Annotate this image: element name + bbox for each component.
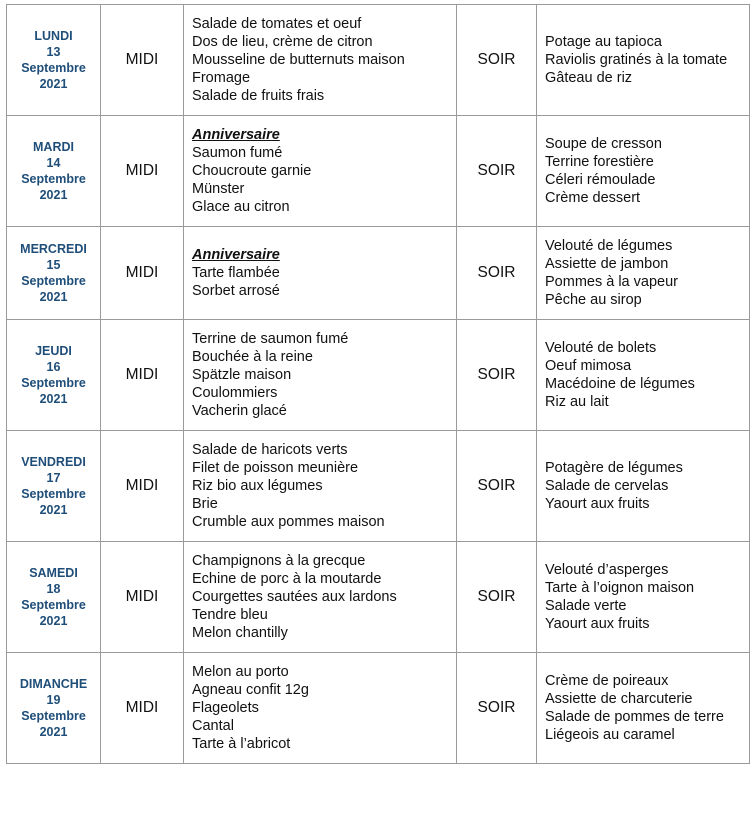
dinner-dish: Pêche au sirop xyxy=(545,292,642,308)
lunch-dishes xyxy=(184,542,457,653)
day-cell xyxy=(7,653,101,764)
day-year: 2021 xyxy=(39,392,68,406)
day-cell xyxy=(7,542,101,653)
dinner-dish: Potagère de légumes xyxy=(545,460,683,476)
lunch-dish: Münster xyxy=(192,181,245,197)
day-month: Septembre xyxy=(21,709,86,723)
day-year: 2021 xyxy=(39,188,68,202)
lunch-dish: Cantal xyxy=(192,718,234,734)
day-date: 16 xyxy=(46,360,61,374)
dinner-dishes xyxy=(537,653,750,764)
dinner-dish: Macédoine de légumes xyxy=(545,376,695,392)
day-year: 2021 xyxy=(39,614,68,628)
lunch-dish: Flageolets xyxy=(192,700,259,716)
lunch-dish: Tarte à l’abricot xyxy=(192,736,291,752)
dinner-label: SOIR xyxy=(457,320,537,431)
day-month: Septembre xyxy=(21,598,86,612)
dinner-dish: Salade de pommes de terre xyxy=(545,709,724,725)
lunch-dishes xyxy=(184,653,457,764)
dinner-dish: Oeuf mimosa xyxy=(545,358,632,374)
day-date: 13 xyxy=(46,45,61,59)
dinner-label: SOIR xyxy=(457,116,537,227)
day-month: Septembre xyxy=(21,274,86,288)
dinner-dishes xyxy=(537,542,750,653)
lunch-dish: Salade de haricots verts xyxy=(192,442,348,458)
menu-body xyxy=(7,5,750,764)
dinner-dishes xyxy=(537,5,750,116)
lunch-dish: Vacherin glacé xyxy=(192,403,287,419)
day-cell xyxy=(7,431,101,542)
lunch-dish: Melon chantilly xyxy=(192,625,288,641)
dinner-label: SOIR xyxy=(457,5,537,116)
day-year: 2021 xyxy=(39,290,68,304)
lunch-dish: Echine de porc à la moutarde xyxy=(192,571,382,587)
day-month: Septembre xyxy=(21,487,86,501)
day-year: 2021 xyxy=(39,503,68,517)
day-date: 18 xyxy=(46,582,61,596)
dinner-dish: Assiette de charcuterie xyxy=(545,691,693,707)
dinner-dish: Crème de poireaux xyxy=(545,673,669,689)
lunch-dish: Brie xyxy=(192,496,218,512)
weekly-menu-table xyxy=(6,4,750,764)
lunch-dish: Agneau confit 12g xyxy=(192,682,309,698)
dinner-dish: Salade verte xyxy=(545,598,627,614)
lunch-dish: Bouchée à la reine xyxy=(192,349,313,365)
dinner-dish: Tarte à l’oignon maison xyxy=(545,580,695,596)
lunch-dish: Saumon fumé xyxy=(192,145,283,161)
dinner-dish: Crème dessert xyxy=(545,190,641,206)
day-weekday: MARDI xyxy=(33,140,74,154)
lunch-dishes xyxy=(184,116,457,227)
day-row xyxy=(7,116,750,227)
dinner-dish: Assiette de jambon xyxy=(545,256,669,272)
day-weekday: VENDREDI xyxy=(21,455,86,469)
lunch-dishes xyxy=(184,5,457,116)
day-cell xyxy=(7,227,101,320)
lunch-label: MIDI xyxy=(101,431,184,542)
dinner-dish: Raviolis gratinés à la tomate xyxy=(545,52,728,68)
lunch-dish: Fromage xyxy=(192,70,251,86)
dinner-dishes xyxy=(537,116,750,227)
lunch-dish: Coulommiers xyxy=(192,385,278,401)
lunch-dish: Sorbet arrosé xyxy=(192,283,280,299)
dinner-dishes xyxy=(537,431,750,542)
dinner-dish: Velouté de légumes xyxy=(545,238,673,254)
lunch-dish: Terrine de saumon fumé xyxy=(192,331,349,347)
day-month: Septembre xyxy=(21,172,86,186)
lunch-dish: Tarte flambée xyxy=(192,265,280,281)
lunch-dish: Dos de lieu, crème de citron xyxy=(192,34,373,50)
dinner-label: SOIR xyxy=(457,542,537,653)
day-date: 17 xyxy=(46,471,61,485)
dinner-label: SOIR xyxy=(457,227,537,320)
dinner-dish: Salade de cervelas xyxy=(545,478,669,494)
day-weekday: SAMEDI xyxy=(29,566,78,580)
lunch-dish: Glace au citron xyxy=(192,199,290,215)
special-occasion: Anniversaire xyxy=(192,247,280,263)
dinner-dish: Terrine forestière xyxy=(545,154,654,170)
day-year: 2021 xyxy=(39,77,68,91)
lunch-dish: Mousseline de butternuts maison xyxy=(192,52,405,68)
lunch-dish: Filet de poisson meunière xyxy=(192,460,359,476)
day-weekday: JEUDI xyxy=(35,344,72,358)
lunch-dish: Choucroute garnie xyxy=(192,163,312,179)
lunch-dishes xyxy=(184,227,457,320)
day-year: 2021 xyxy=(39,725,68,739)
day-month: Septembre xyxy=(21,61,86,75)
lunch-dish: Courgettes sautées aux lardons xyxy=(192,589,397,605)
lunch-label: MIDI xyxy=(101,320,184,431)
lunch-dish: Salade de fruits frais xyxy=(192,88,325,104)
day-row xyxy=(7,431,750,542)
dinner-dish: Céleri rémoulade xyxy=(545,172,656,188)
dinner-dish: Soupe de cresson xyxy=(545,136,662,152)
lunch-dish: Salade de tomates et oeuf xyxy=(192,16,362,32)
day-weekday: LUNDI xyxy=(34,29,73,43)
day-cell xyxy=(7,116,101,227)
lunch-dish: Riz bio aux légumes xyxy=(192,478,323,494)
special-occasion: Anniversaire xyxy=(192,127,280,143)
day-row xyxy=(7,320,750,431)
dinner-dish: Potage au tapioca xyxy=(545,34,662,50)
lunch-dish: Crumble aux pommes maison xyxy=(192,514,385,530)
dinner-label: SOIR xyxy=(457,431,537,542)
lunch-dishes xyxy=(184,431,457,542)
dinner-dish: Gâteau de riz xyxy=(545,70,633,86)
lunch-label: MIDI xyxy=(101,542,184,653)
day-date: 15 xyxy=(46,258,61,272)
day-row xyxy=(7,653,750,764)
lunch-label: MIDI xyxy=(101,227,184,320)
dinner-dish: Velouté d’asperges xyxy=(545,562,669,578)
day-row xyxy=(7,227,750,320)
dinner-dish: Velouté de bolets xyxy=(545,340,657,356)
dinner-dish: Pommes à la vapeur xyxy=(545,274,678,290)
day-cell xyxy=(7,5,101,116)
dinner-label: SOIR xyxy=(457,653,537,764)
lunch-dish: Champignons à la grecque xyxy=(192,553,366,569)
lunch-dishes xyxy=(184,320,457,431)
day-month: Septembre xyxy=(21,376,86,390)
day-date: 19 xyxy=(46,693,61,707)
day-weekday: MERCREDI xyxy=(20,242,87,256)
day-row xyxy=(7,542,750,653)
dinner-dish: Riz au lait xyxy=(545,394,609,410)
day-date: 14 xyxy=(46,156,61,170)
dinner-dishes xyxy=(537,320,750,431)
lunch-label: MIDI xyxy=(101,116,184,227)
day-cell xyxy=(7,320,101,431)
dinner-dish: Yaourt aux fruits xyxy=(545,616,650,632)
day-weekday: DIMANCHE xyxy=(19,677,88,691)
lunch-dish: Tendre bleu xyxy=(192,607,268,623)
dinner-dish: Liégeois au caramel xyxy=(545,727,675,743)
lunch-label: MIDI xyxy=(101,5,184,116)
dinner-dish: Yaourt aux fruits xyxy=(545,496,650,512)
lunch-label: MIDI xyxy=(101,653,184,764)
day-row xyxy=(7,5,750,116)
lunch-dish: Melon au porto xyxy=(192,664,289,680)
lunch-dish: Spätzle maison xyxy=(192,367,292,383)
dinner-dishes xyxy=(537,227,750,320)
